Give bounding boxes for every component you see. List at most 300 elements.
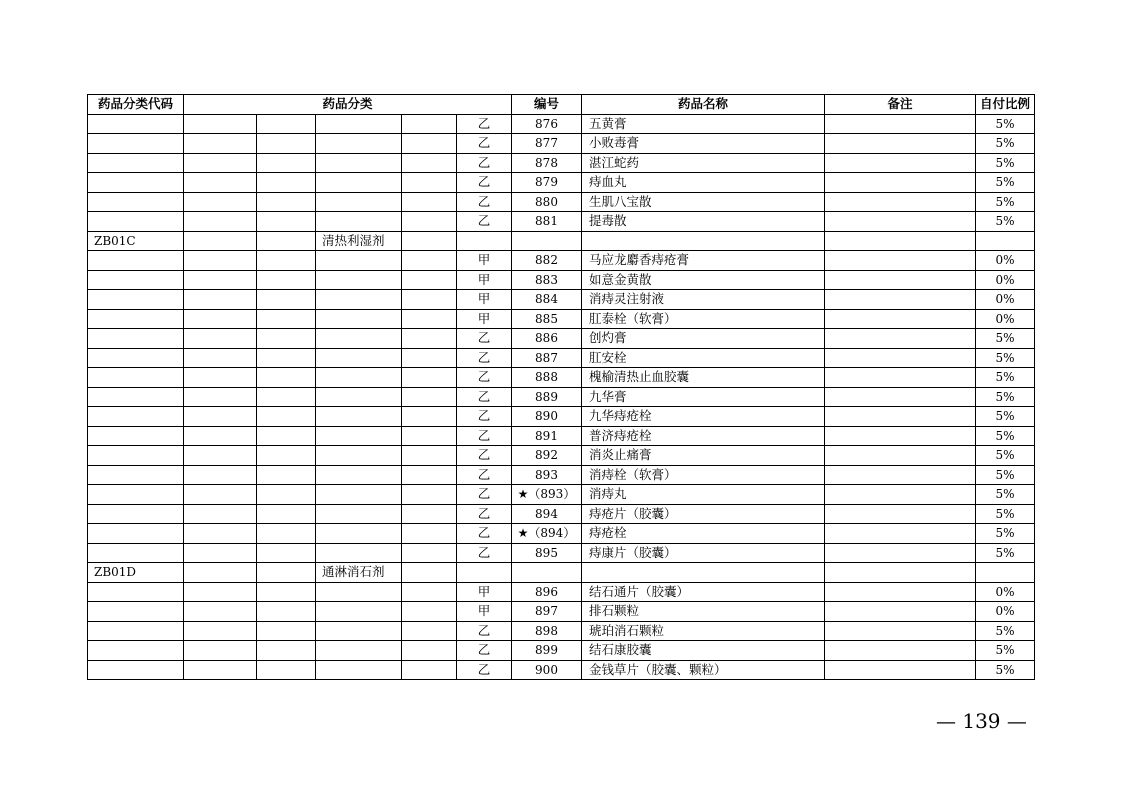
remark-cell <box>825 407 976 427</box>
empty-cell <box>184 407 257 427</box>
remark-cell <box>825 270 976 290</box>
drug-name-cell: 生肌八宝散 <box>582 192 825 212</box>
self-pay-ratio-cell: 0% <box>976 309 1035 329</box>
drug-number-cell: 896 <box>512 582 582 602</box>
empty-cell <box>88 114 184 134</box>
drug-name-cell: 结石康胶囊 <box>582 641 825 661</box>
empty-cell <box>402 173 457 193</box>
drug-row <box>88 251 1035 271</box>
empty-cell <box>402 426 457 446</box>
self-pay-ratio-cell: 5% <box>976 173 1035 193</box>
remark-cell <box>825 153 976 173</box>
empty-cell <box>402 563 457 583</box>
self-pay-ratio-cell: 5% <box>976 387 1035 407</box>
empty-cell <box>825 563 976 583</box>
drug-class-cell: 乙 <box>457 387 512 407</box>
remark-cell <box>825 504 976 524</box>
drug-class-cell: 乙 <box>457 641 512 661</box>
empty-cell <box>316 153 402 173</box>
drug-class-cell: 乙 <box>457 212 512 232</box>
table-header-row <box>88 95 1035 115</box>
empty-cell <box>316 407 402 427</box>
empty-cell <box>316 309 402 329</box>
drug-class-cell: 乙 <box>457 504 512 524</box>
empty-cell <box>184 582 257 602</box>
empty-cell <box>257 134 316 154</box>
drug-number-cell: 885 <box>512 309 582 329</box>
drug-name-cell: 结石通片（胶囊） <box>582 582 825 602</box>
empty-cell <box>184 329 257 349</box>
empty-cell <box>88 192 184 212</box>
empty-cell <box>257 290 316 310</box>
drug-name-cell: 琥珀消石颗粒 <box>582 621 825 641</box>
drug-number-cell: 877 <box>512 134 582 154</box>
empty-cell <box>316 504 402 524</box>
self-pay-ratio-cell: 5% <box>976 621 1035 641</box>
empty-cell <box>88 504 184 524</box>
remark-cell <box>825 134 976 154</box>
drug-class-cell: 乙 <box>457 192 512 212</box>
empty-cell <box>316 465 402 485</box>
empty-cell <box>88 270 184 290</box>
empty-cell <box>257 504 316 524</box>
empty-cell <box>184 426 257 446</box>
remark-cell <box>825 387 976 407</box>
drug-name-cell: 九华痔疮栓 <box>582 407 825 427</box>
empty-cell <box>184 465 257 485</box>
drug-name-cell: 痔疮片（胶囊） <box>582 504 825 524</box>
empty-cell <box>316 192 402 212</box>
drug-number-cell: 889 <box>512 387 582 407</box>
drug-name-cell: 小败毒膏 <box>582 134 825 154</box>
drug-number-cell: 891 <box>512 426 582 446</box>
remark-cell <box>825 446 976 466</box>
remark-cell <box>825 212 976 232</box>
empty-cell <box>257 329 316 349</box>
empty-cell <box>257 641 316 661</box>
self-pay-ratio-cell: 0% <box>976 290 1035 310</box>
drug-row <box>88 446 1035 466</box>
self-pay-ratio-cell: 5% <box>976 212 1035 232</box>
empty-cell <box>402 251 457 271</box>
empty-cell <box>184 485 257 505</box>
drug-name-cell: 消痔灵注射液 <box>582 290 825 310</box>
empty-cell <box>316 134 402 154</box>
header-self-pay-ratio: 自付比例 <box>976 95 1035 115</box>
self-pay-ratio-cell: 5% <box>976 153 1035 173</box>
remark-cell <box>825 309 976 329</box>
self-pay-ratio-cell: 0% <box>976 602 1035 622</box>
empty-cell <box>316 329 402 349</box>
empty-cell <box>402 348 457 368</box>
empty-cell <box>402 114 457 134</box>
drug-row <box>88 660 1035 680</box>
empty-cell <box>316 173 402 193</box>
header-drug-name: 药品名称 <box>582 95 825 115</box>
empty-cell <box>88 251 184 271</box>
empty-cell <box>257 543 316 563</box>
remark-cell <box>825 543 976 563</box>
page-number: — 139 — <box>936 709 1027 733</box>
drug-number-cell: 878 <box>512 153 582 173</box>
empty-cell <box>88 524 184 544</box>
empty-cell <box>184 660 257 680</box>
drug-class-cell: 乙 <box>457 173 512 193</box>
drug-row <box>88 387 1035 407</box>
empty-cell <box>402 212 457 232</box>
remark-cell <box>825 485 976 505</box>
self-pay-ratio-cell: 5% <box>976 134 1035 154</box>
empty-cell <box>88 426 184 446</box>
empty-cell <box>582 563 825 583</box>
empty-cell <box>402 446 457 466</box>
drug-class-cell: 乙 <box>457 543 512 563</box>
drug-name-cell: 九华膏 <box>582 387 825 407</box>
empty-cell <box>976 563 1035 583</box>
drug-row <box>88 602 1035 622</box>
empty-cell <box>184 641 257 661</box>
empty-cell <box>184 621 257 641</box>
empty-cell <box>316 270 402 290</box>
empty-cell <box>184 153 257 173</box>
empty-cell <box>184 543 257 563</box>
category-row <box>88 231 1035 251</box>
drug-row <box>88 465 1035 485</box>
empty-cell <box>184 290 257 310</box>
empty-cell <box>402 231 457 251</box>
empty-cell <box>257 153 316 173</box>
remark-cell <box>825 582 976 602</box>
drug-number-cell: ★（893） <box>512 485 582 505</box>
empty-cell <box>88 348 184 368</box>
self-pay-ratio-cell: 5% <box>976 446 1035 466</box>
drug-class-cell: 乙 <box>457 368 512 388</box>
drug-name-cell: 普济痔疮栓 <box>582 426 825 446</box>
empty-cell <box>402 270 457 290</box>
empty-cell <box>88 387 184 407</box>
drug-number-cell: 882 <box>512 251 582 271</box>
empty-cell <box>184 348 257 368</box>
drug-number-cell: 892 <box>512 446 582 466</box>
drug-class-cell: 乙 <box>457 114 512 134</box>
empty-cell <box>316 602 402 622</box>
empty-cell <box>402 524 457 544</box>
empty-cell <box>88 602 184 622</box>
empty-cell <box>88 543 184 563</box>
empty-cell <box>457 231 512 251</box>
empty-cell <box>402 192 457 212</box>
empty-cell <box>257 368 316 388</box>
empty-cell <box>257 270 316 290</box>
empty-cell <box>316 426 402 446</box>
empty-cell <box>257 660 316 680</box>
self-pay-ratio-cell: 0% <box>976 582 1035 602</box>
drug-number-cell: 893 <box>512 465 582 485</box>
drug-number-cell: 879 <box>512 173 582 193</box>
empty-cell <box>184 251 257 271</box>
empty-cell <box>257 192 316 212</box>
drug-row <box>88 270 1035 290</box>
drug-class-cell: 甲 <box>457 270 512 290</box>
drug-name-cell: 如意金黄散 <box>582 270 825 290</box>
empty-cell <box>402 153 457 173</box>
drug-class-cell: 乙 <box>457 153 512 173</box>
drug-number-cell: 876 <box>512 114 582 134</box>
empty-cell <box>316 368 402 388</box>
empty-cell <box>184 524 257 544</box>
drug-class-cell: 乙 <box>457 446 512 466</box>
empty-cell <box>316 446 402 466</box>
drug-number-cell: 895 <box>512 543 582 563</box>
drug-row <box>88 114 1035 134</box>
drug-row <box>88 192 1035 212</box>
empty-cell <box>88 290 184 310</box>
self-pay-ratio-cell: 5% <box>976 329 1035 349</box>
category-name-cell: 清热利湿剂 <box>316 231 402 251</box>
empty-cell <box>257 114 316 134</box>
empty-cell <box>184 446 257 466</box>
remark-cell <box>825 173 976 193</box>
empty-cell <box>257 251 316 271</box>
empty-cell <box>402 641 457 661</box>
drug-class-cell: 甲 <box>457 582 512 602</box>
drug-row <box>88 329 1035 349</box>
empty-cell <box>257 582 316 602</box>
empty-cell <box>184 368 257 388</box>
drug-class-cell: 甲 <box>457 290 512 310</box>
drug-row <box>88 368 1035 388</box>
empty-cell <box>88 407 184 427</box>
empty-cell <box>257 446 316 466</box>
drug-number-cell: 886 <box>512 329 582 349</box>
empty-cell <box>88 446 184 466</box>
drug-class-cell: 乙 <box>457 660 512 680</box>
empty-cell <box>184 309 257 329</box>
empty-cell <box>88 641 184 661</box>
drug-class-cell: 甲 <box>457 309 512 329</box>
empty-cell <box>88 173 184 193</box>
empty-cell <box>88 368 184 388</box>
category-code-cell: ZB01D <box>88 563 184 583</box>
empty-cell <box>257 426 316 446</box>
empty-cell <box>512 563 582 583</box>
drug-row <box>88 134 1035 154</box>
empty-cell <box>88 212 184 232</box>
drug-number-cell: 894 <box>512 504 582 524</box>
empty-cell <box>402 602 457 622</box>
empty-cell <box>316 251 402 271</box>
empty-cell <box>402 582 457 602</box>
remark-cell <box>825 524 976 544</box>
empty-cell <box>184 602 257 622</box>
empty-cell <box>88 153 184 173</box>
drug-number-cell: 887 <box>512 348 582 368</box>
drug-name-cell: 湛江蛇药 <box>582 153 825 173</box>
drug-class-cell: 甲 <box>457 251 512 271</box>
drug-number-cell: 899 <box>512 641 582 661</box>
drug-class-cell: 乙 <box>457 485 512 505</box>
drug-row <box>88 641 1035 661</box>
empty-cell <box>402 543 457 563</box>
empty-cell <box>402 621 457 641</box>
empty-cell <box>825 231 976 251</box>
drug-class-cell: 乙 <box>457 407 512 427</box>
drug-name-cell: 肛安栓 <box>582 348 825 368</box>
drug-name-cell: 创灼膏 <box>582 329 825 349</box>
drug-name-cell: 金钱草片（胶囊、颗粒） <box>582 660 825 680</box>
drug-name-cell: 提毒散 <box>582 212 825 232</box>
empty-cell <box>402 368 457 388</box>
drug-number-cell: 890 <box>512 407 582 427</box>
remark-cell <box>825 602 976 622</box>
empty-cell <box>402 407 457 427</box>
drug-row <box>88 524 1035 544</box>
empty-cell <box>316 114 402 134</box>
drug-class-cell: 乙 <box>457 329 512 349</box>
drug-name-cell: 痔康片（胶囊） <box>582 543 825 563</box>
remark-cell <box>825 348 976 368</box>
drug-class-cell: 乙 <box>457 134 512 154</box>
header-remark: 备注 <box>825 95 976 115</box>
drug-number-cell: 898 <box>512 621 582 641</box>
drug-class-cell: 甲 <box>457 602 512 622</box>
empty-cell <box>316 582 402 602</box>
empty-cell <box>402 660 457 680</box>
empty-cell <box>88 582 184 602</box>
remark-cell <box>825 114 976 134</box>
remark-cell <box>825 251 976 271</box>
drug-number-cell: 897 <box>512 602 582 622</box>
drug-row <box>88 348 1035 368</box>
empty-cell <box>257 212 316 232</box>
header-category-code: 药品分类代码 <box>88 95 184 115</box>
drug-name-cell: 槐榆清热止血胶囊 <box>582 368 825 388</box>
empty-cell <box>257 173 316 193</box>
drug-row <box>88 582 1035 602</box>
empty-cell <box>582 231 825 251</box>
self-pay-ratio-cell: 5% <box>976 348 1035 368</box>
drug-number-cell: 888 <box>512 368 582 388</box>
empty-cell <box>184 270 257 290</box>
self-pay-ratio-cell: 0% <box>976 251 1035 271</box>
empty-cell <box>184 173 257 193</box>
empty-cell <box>402 465 457 485</box>
self-pay-ratio-cell: 0% <box>976 270 1035 290</box>
empty-cell <box>184 504 257 524</box>
self-pay-ratio-cell: 5% <box>976 426 1035 446</box>
remark-cell <box>825 426 976 446</box>
drug-number-cell: 881 <box>512 212 582 232</box>
empty-cell <box>257 407 316 427</box>
drug-number-cell: 884 <box>512 290 582 310</box>
drug-row <box>88 153 1035 173</box>
remark-cell <box>825 641 976 661</box>
drug-row <box>88 543 1035 563</box>
drug-list-table <box>87 94 1035 680</box>
drug-name-cell: 排石颗粒 <box>582 602 825 622</box>
self-pay-ratio-cell: 5% <box>976 524 1035 544</box>
empty-cell <box>257 485 316 505</box>
self-pay-ratio-cell: 5% <box>976 660 1035 680</box>
empty-cell <box>316 212 402 232</box>
self-pay-ratio-cell: 5% <box>976 114 1035 134</box>
empty-cell <box>88 329 184 349</box>
self-pay-ratio-cell: 5% <box>976 641 1035 661</box>
empty-cell <box>257 465 316 485</box>
header-category: 药品分类 <box>184 95 512 115</box>
empty-cell <box>88 485 184 505</box>
empty-cell <box>402 290 457 310</box>
empty-cell <box>88 134 184 154</box>
self-pay-ratio-cell: 5% <box>976 192 1035 212</box>
remark-cell <box>825 290 976 310</box>
category-name-cell: 通淋消石剂 <box>316 563 402 583</box>
empty-cell <box>184 231 257 251</box>
empty-cell <box>257 563 316 583</box>
empty-cell <box>257 602 316 622</box>
drug-class-cell: 乙 <box>457 426 512 446</box>
self-pay-ratio-cell: 5% <box>976 407 1035 427</box>
drug-row <box>88 290 1035 310</box>
empty-cell <box>257 231 316 251</box>
empty-cell <box>316 621 402 641</box>
drug-class-cell: 乙 <box>457 465 512 485</box>
drug-name-cell: 痔疮栓 <box>582 524 825 544</box>
empty-cell <box>257 309 316 329</box>
drug-row <box>88 309 1035 329</box>
drug-number-cell: 880 <box>512 192 582 212</box>
drug-name-cell: 消痔丸 <box>582 485 825 505</box>
header-number: 编号 <box>512 95 582 115</box>
drug-number-cell: 900 <box>512 660 582 680</box>
empty-cell <box>88 621 184 641</box>
empty-cell <box>257 524 316 544</box>
empty-cell <box>184 192 257 212</box>
empty-cell <box>257 387 316 407</box>
remark-cell <box>825 621 976 641</box>
drug-name-cell: 五黄膏 <box>582 114 825 134</box>
remark-cell <box>825 465 976 485</box>
drug-name-cell: 马应龙麝香痔疮膏 <box>582 251 825 271</box>
remark-cell <box>825 660 976 680</box>
empty-cell <box>316 485 402 505</box>
drug-row <box>88 407 1035 427</box>
empty-cell <box>316 641 402 661</box>
drug-name-cell: 肛泰栓（软膏） <box>582 309 825 329</box>
empty-cell <box>402 504 457 524</box>
drug-row <box>88 212 1035 232</box>
self-pay-ratio-cell: 5% <box>976 543 1035 563</box>
remark-cell <box>825 368 976 388</box>
self-pay-ratio-cell: 5% <box>976 465 1035 485</box>
empty-cell <box>402 485 457 505</box>
empty-cell <box>457 563 512 583</box>
self-pay-ratio-cell: 5% <box>976 485 1035 505</box>
drug-number-cell: ★（894） <box>512 524 582 544</box>
empty-cell <box>316 348 402 368</box>
category-row <box>88 563 1035 583</box>
empty-cell <box>257 621 316 641</box>
drug-class-cell: 乙 <box>457 348 512 368</box>
empty-cell <box>976 231 1035 251</box>
empty-cell <box>316 660 402 680</box>
empty-cell <box>88 465 184 485</box>
drug-class-cell: 乙 <box>457 524 512 544</box>
empty-cell <box>316 290 402 310</box>
remark-cell <box>825 329 976 349</box>
drug-row <box>88 504 1035 524</box>
empty-cell <box>512 231 582 251</box>
